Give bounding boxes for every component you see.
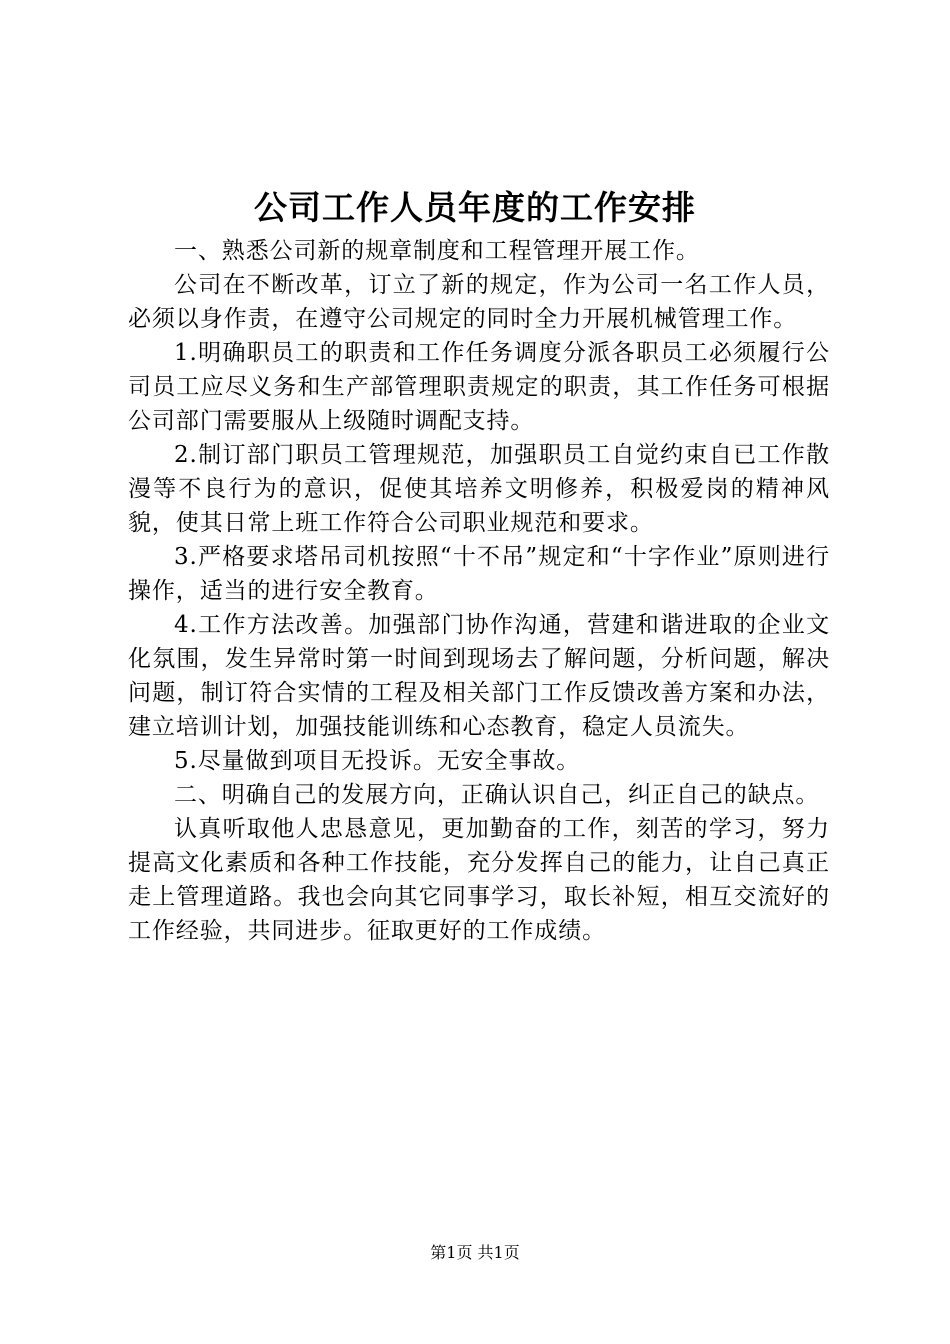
page-footer: 第1页 共1页 (430, 1243, 520, 1262)
section-heading-2: 二、明确自己的发展方向，正确认识自己，纠正自己的缺点。 (174, 782, 820, 808)
list-item: 3.严格要求塔吊司机按照“十不吊”规定和“十字作业”原则进行操作，适当的进行安全教育。 (128, 544, 830, 604)
section-heading-1: 一、熟悉公司新的规章制度和工程管理开展工作。 (174, 238, 700, 264)
list-item: 1.明确职员工的职责和工作任务调度分派各职员工必须履行公司员工应尽义务和生产部管理职责规定的职责，其工作任务可根据公司部门需要服从上级随时调配支持。 (128, 340, 830, 434)
document-body (128, 234, 830, 948)
list-item: 4.工作方法改善。加强部门协作沟通，营建和谐进取的企业文化氛围，发生异常时第一时间到现场去了解问题，分析问题，解决问题，制订符合实情的工程及相关部门工作反馈改善方案和办法，建立培训计划，加强技能训练和心态教育，稳定人员流失。 (128, 612, 830, 740)
paragraph: 认真听取他人忠恳意见，更加勤奋的工作，刻苦的学习，努力提高文化素质和各种工作技能，充分发挥自己的能力，让自己真正走上管理道路。我也会向其它同事学习，取长补短，相互交流好的工作经验，共同进步。征取更好的工作成绩。 (128, 816, 830, 944)
document-title: 公司工作人员年度的工作安排 (254, 188, 696, 227)
list-item: 2.制订部门职员工管理规范，加强职员工自觉约束自已工作散漫等不良行为的意识，促使其培养文明修养，积极爱岗的精神风貌，使其日常上班工作符合公司职业规范和要求。 (128, 442, 830, 536)
list-item: 5.尽量做到项目无投诉。无安全事故。 (174, 748, 581, 774)
paragraph: 公司在不断改革，订立了新的规定，作为公司一名工作人员，必须以身作责，在遵守公司规定的同时全力开展机械管理工作。 (128, 272, 830, 332)
